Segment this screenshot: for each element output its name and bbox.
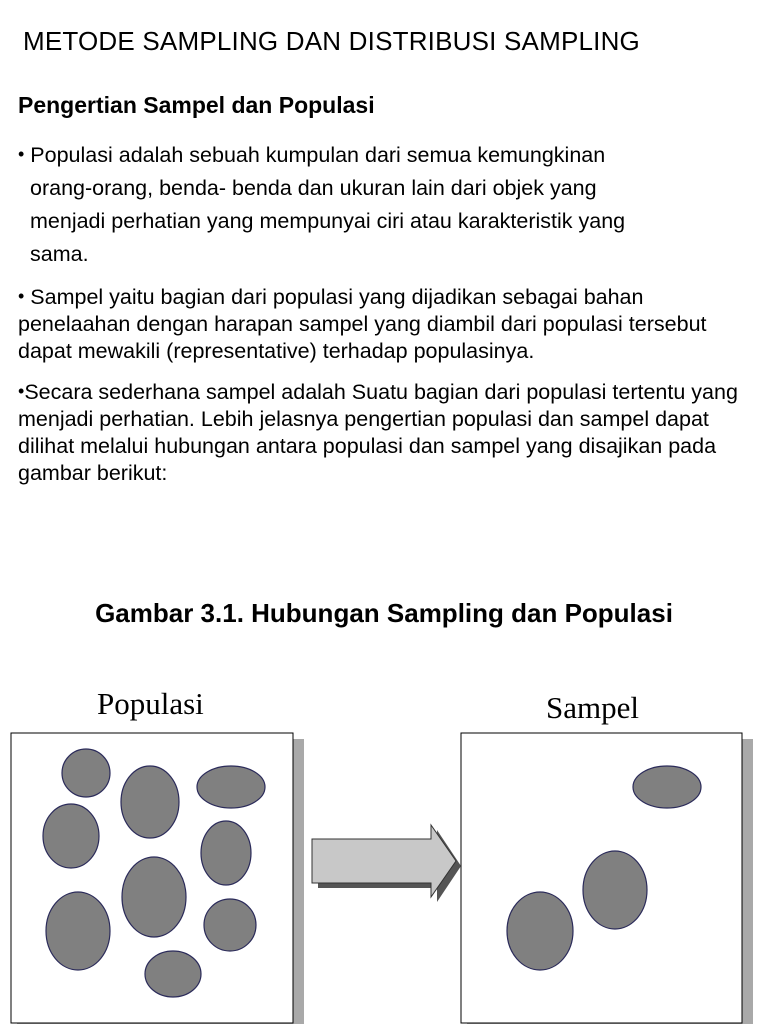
paragraph-sampel	[18, 283, 758, 365]
population-element	[204, 899, 256, 951]
paragraph-line: menjadi perhatian yang mempunyai ciri atau karakteristik yang	[30, 209, 626, 233]
paragraph-line: sama.	[30, 242, 89, 266]
sample-element	[507, 892, 573, 970]
sample-element	[633, 766, 701, 808]
population-element	[121, 766, 179, 838]
population-element	[62, 749, 110, 797]
paragraph-text: Secara sederhana sampel adalah Suatu bagian dari populasi tertentu yang menjadi perhatian. Lebih jelasnya pengertian populasi dan sampel dapat dilihat melalui hubungan antara populasi dan sampel yang disajikan pada gambar berikut:	[18, 380, 738, 485]
population-element	[46, 892, 110, 970]
bullet-icon: •	[18, 286, 25, 306]
populasi-label: Populasi	[97, 686, 204, 721]
section-heading: Pengertian Sampel dan Populasi	[18, 92, 375, 118]
population-element	[197, 766, 265, 808]
sampel-label: Sampel	[546, 690, 639, 725]
population-element	[122, 857, 186, 937]
population-element	[145, 951, 201, 997]
paragraph-populasi	[18, 138, 758, 271]
figure-caption: Gambar 3.1. Hubungan Sampling dan Populasi	[95, 598, 673, 628]
population-element	[201, 821, 251, 885]
paragraph-text: Sampel yaitu bagian dari populasi yang dijadikan sebagai bahan penelaahan dengan harapan sampel yang diambil dari populasi tersebut dapat mewakili (representative) terhadap populasinya.	[18, 285, 707, 363]
bullet-icon: •	[18, 144, 25, 164]
document-title: METODE SAMPLING DAN DISTRIBUSI SAMPLING	[23, 26, 640, 56]
paragraph-penjelasan	[18, 378, 758, 487]
sampling-diagram	[0, 720, 768, 1024]
paragraph-line: Populasi adalah sebuah kumpulan dari semua kemungkinan	[30, 143, 606, 167]
sample-element	[583, 851, 647, 929]
paragraph-line: orang-orang, benda- benda dan ukuran lain dari objek yang	[30, 176, 597, 200]
population-element	[43, 804, 99, 868]
bullet-icon: •	[18, 381, 25, 401]
